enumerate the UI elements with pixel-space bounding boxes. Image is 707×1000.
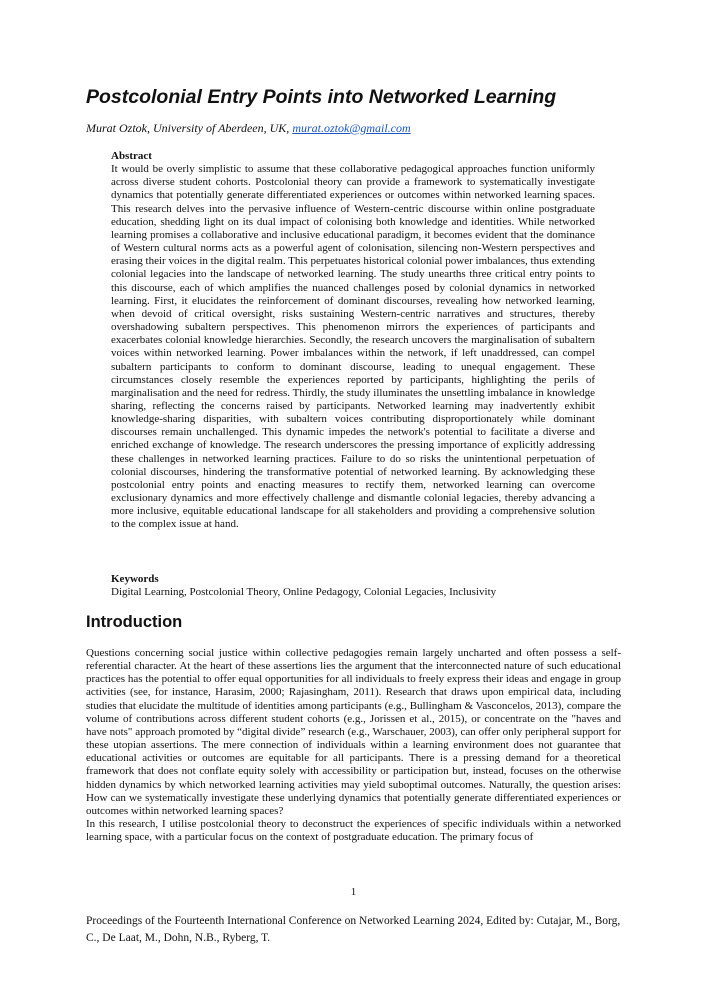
author-affiliation: Murat Oztok, University of Aberdeen, UK, <box>86 121 293 135</box>
keywords-text: Digital Learning, Postcolonial Theory, Online Pedagogy, Colonial Legacies, Inclusivity <box>111 586 497 599</box>
introduction-paragraph-2: In this research, I utilise postcolonial theory to deconstruct the experiences of specific individuals within a networked learning space, with a particular focus on the context of postgraduate education. The primary focus of <box>86 818 621 844</box>
introduction-heading: Introduction <box>86 613 183 631</box>
keywords-heading: Keywords <box>111 573 159 585</box>
paper-title: Postcolonial Entry Points into Networked Learning <box>86 86 557 108</box>
author-email-link[interactable]: murat.oztok@gmail.com <box>292 121 411 135</box>
introduction-paragraph-1: Questions concerning social justice within collective pedagogies remain largely uncharted and often possess a self-referential character. At the heart of these assertions lies the argument that the interconnected nature of such educational practices has the potential to offer equal opportunities for all individuals to freely express their ideas and engage in group activities (see, for instance, Harasim, 2000; Rajasingham, 2011). Research that draws upon empirical data, including studies that elucidate the multitude of identities among participants (e.g., Bullingham & Vasconcelos, 2013), compare the volume of contributions across different student cohorts (e.g., Jorissen et al., 2015), or concentrate on the "haves and have nots" approach promoted by “digital divide” research (e.g., Warschauer, 2003), can offer only peripheral support for these utopian assertions. The mere connection of individuals within a learning environment does not guarantee that educational activities or outcomes are equitable for all participants. There is a pressing demand for a theoretical framework that does not conflate equity solely with accessibility or participation but, instead, focuses on the otherwise hidden dynamics by which networked learning activities may yield suboptimal outcomes. Naturally, the question arises: How can we systematically investigate these underlying dynamics that potentially generate differentiated experiences or outcomes within networked learning spaces? <box>86 647 621 817</box>
proceedings-footer: Proceedings of the Fourteenth International Conference on Networked Learning 2024, Edited by: Cutajar, M., Borg, C., De Laat, M., Dohn, N.B., Ryberg, T. <box>86 915 621 944</box>
introduction-body <box>86 647 621 844</box>
page-number: 1 <box>350 886 357 898</box>
abstract-text: It would be overly simplistic to assume that these collaborative pedagogical approaches function uniformly across diverse student cohorts. Postcolonial theory can provide a framework to systematically investigate dynamics that potentially generate differentiated experiences or outcomes within networked learning spaces. This research delves into the pervasive influence of Western-centric discourse within online postgraduate education, shedding light on its dual impact of colonising both knowledge and identities. While networked learning promises a collaborative and inclusive educational paradigm, it becomes evident that the dominance of Western cultural norms acts as a powerful agent of colonisation, silencing non-Western perspectives and erasing their voices in the digital realm. This perpetuates historical colonial power imbalances, thus extending colonial legacies into the landscape of networked learning. The study unearths three critical entry points to this discourse, each of which amplifies the nuanced challenges posed by colonial dynamics in networked learning. First, it elucidates the reinforcement of dominant discourses, revealing how networked learning, when devoid of critical oversight, risks sustaining Western-centric narratives and structures, thereby overshadowing subaltern perspectives. This phenomenon mirrors the experiences of participants and exacerbates colonial knowledge hierarchies. Secondly, the research uncovers the marginalisation of subaltern voices within networked learning. Power imbalances within the network, if left unaddressed, can compel subaltern participants to conform to dominant discourse, leading to unequal engagement. These circumstances closely resemble the experiences reported by participants, highlighting the perils of marginalisation and the need for redress. Thirdly, the study illuminates the unsettling imbalance in knowledge sharing, reflecting the concerns raised by participants. Networked learning may inadvertently exhibit knowledge-sharing disparities, with subaltern voices contributing disproportionately while dominant discourses remain unchallenged. This dynamic impedes the network's potential to facilitate a diverse and enriched exchange of knowledge. The research underscores the pressing importance of explicitly addressing these challenges in networked learning practices. Failure to do so risks the unintentional perpetuation of colonial discourses, hindering the transformative potential of networked learning. By acknowledging these postcolonial entry points and enacting measures to rectify them, networked learning can overcome exclusionary dynamics and more effectively challenge and dismantle colonial legacies, thereby advancing a more inclusive, equitable educational landscape for all stakeholders and providing a comprehensive solution to the complex issue at hand. <box>111 163 595 531</box>
author-line <box>86 121 626 136</box>
abstract-section <box>111 150 595 532</box>
abstract-heading: Abstract <box>111 150 152 162</box>
keywords-section <box>111 573 595 599</box>
